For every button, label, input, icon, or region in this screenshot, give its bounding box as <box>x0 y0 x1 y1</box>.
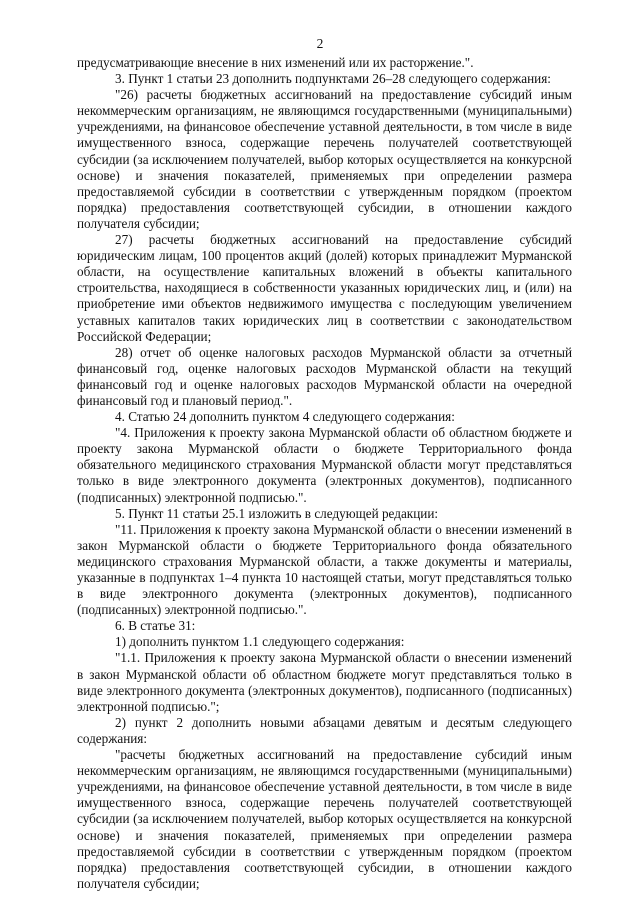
paragraph: 27) расчеты бюджетных ассигнований на предоставление субсидий юридическим лицам, 100 процентов акций (долей) которых принадлежит Мурманской области, на осуществление капитальных вложений в объекты капитального строительства, находящиеся в собственности указанных юридических лиц, и (или) на приобретение ими объектов недвижимого имущества с последующим увеличением уставных капиталов таких юридических лиц в соответствии с законодательством Российской Федерации; <box>77 232 572 344</box>
paragraph: 4. Статью 24 дополнить пунктом 4 следующего содержания: <box>115 409 455 425</box>
paragraph: 3. Пункт 1 статьи 23 дополнить подпунктами 26–28 следующего содержания: <box>115 71 551 87</box>
document-body <box>77 55 572 892</box>
paragraph: "4. Приложения к проекту закона Мурманской области об областном бюджете и проекту закона Мурманской области о бюджете Территориального фонда обязательного медицинского страхования Мурманской области могут представляться только в виде электронного документа (электронных документов), подписанного (подписанных) электронной подписью.". <box>77 425 572 505</box>
paragraph: 5. Пункт 11 статьи 25.1 изложить в следующей редакции: <box>115 505 439 521</box>
page-number: 2 <box>316 36 324 51</box>
paragraph: предусматривающие внесение в них изменений или их расторжение.". <box>77 55 474 70</box>
paragraph: 2) пункт 2 дополнить новыми абзацами девятым и десятым следующего содержания: <box>77 714 572 746</box>
paragraph: "26) расчеты бюджетных ассигнований на предоставление субсидий иным некоммерческим организациям, не являющимся государственными (муниципальными) учреждениями, на финансовое обеспечение уставной деятельности, в том числе в виде имущественного взноса, содержащие перечень получателей соответствующей субсидии (за исключением получателей, выбор которых осуществляется на конкурсной основе) и значения показателей, применяемых при определении размера предоставляемой субсидии в соответствии с утвержденным порядком (проектом порядка) предоставления соответствующей субсидии, в отношении каждого получателя субсидии; <box>77 87 572 231</box>
paragraph: "расчеты бюджетных ассигнований на предоставление субсидий иным некоммерческим организациям, не являющимся государственными (муниципальными) учреждениями, на финансовое обеспечение уставной деятельности, в том числе в виде имущественного взноса, содержащие перечень получателей соответствующей субсидии (за исключением получателей, выбор которых осуществляется на конкурсной основе) и значения показателей, применяемых при определении размера предоставляемой субсидии в соответствии с утвержденным порядком (проектом порядка) предоставления соответствующей субсидии, в отношении каждого получателя субсидии; <box>77 747 572 891</box>
paragraph: 6. В статье 31: <box>115 618 196 634</box>
paragraph: 28) отчет об оценке налоговых расходов Мурманской области за отчетный финансовый год, оценке налоговых расходов Мурманской области на текущий финансовый год и оценке налоговых расходов Мурманской области на очередной финансовый год и плановый период.". <box>77 344 572 408</box>
paragraph: "1.1. Приложения к проекту закона Мурманской области о внесении изменений в закон Мурманской области об областном бюджете могут представляться только в виде электронного документа (электронных документов), подписанного (подписанных) электронной подписью."; <box>77 650 572 714</box>
paragraph: "11. Приложения к проекту закона Мурманской области о внесении изменений в закон Мурманской области о бюджете Территориального фонда обязательного медицинского страхования Мурманской области, а также документы и материалы, указанные в подпунктах 1–4 пункта 10 настоящей статьи, могут представляться только в виде электронного документа (электронных документов), подписанного (подписанных) электронной подписью.". <box>77 521 572 618</box>
paragraph: 1) дополнить пунктом 1.1 следующего содержания: <box>115 634 405 650</box>
